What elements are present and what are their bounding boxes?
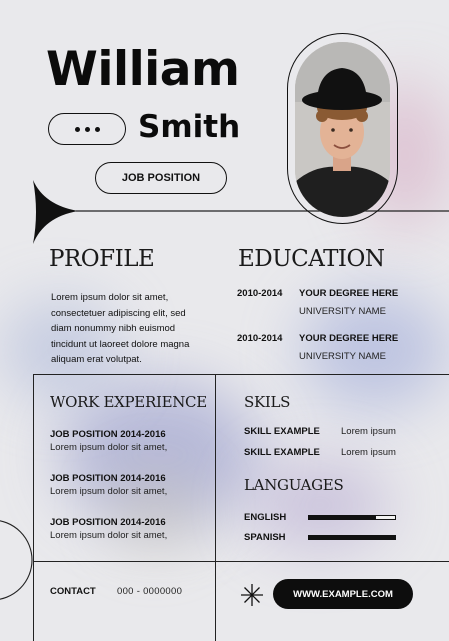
work-position: JOB POSITION 2014-2016 [50, 473, 166, 484]
skill-name: SKILL EXAMPLE [244, 447, 320, 458]
skills-heading: SKILS [244, 393, 291, 411]
work-text: Lorem ipsum dolor sit amet, [50, 486, 168, 497]
dot-icon [95, 127, 100, 132]
education-years: 2010-2014 [237, 333, 283, 344]
profile-heading: PROFILE [49, 246, 155, 272]
skill-name: SKILL EXAMPLE [244, 426, 320, 437]
education-heading: EDUCATION [238, 246, 385, 272]
language-level-bar [308, 515, 396, 520]
language-level-fill [309, 536, 395, 539]
language-level-bar [308, 535, 396, 540]
dot-icon [75, 127, 80, 132]
skill-value: Lorem ipsum [341, 447, 396, 458]
education-degree: YOUR DEGREE HERE [299, 333, 399, 344]
language-level-fill [309, 516, 376, 519]
profile-photo [295, 42, 390, 217]
arrow-shape-icon [33, 180, 78, 244]
work-text: Lorem ipsum dolor sit amet, [50, 530, 168, 541]
job-position-badge: JOB POSITION [95, 162, 227, 194]
first-name: William [46, 42, 240, 97]
language-name: SPANISH [244, 532, 286, 543]
education-school: UNIVERSITY NAME [299, 306, 386, 317]
contact-label: CONTACT [50, 586, 96, 597]
divider [33, 374, 34, 641]
divider [33, 374, 449, 375]
contact-phone: 000 - 0000000 [117, 586, 183, 597]
language-name: ENGLISH [244, 512, 287, 523]
education-years: 2010-2014 [237, 288, 283, 299]
website-link[interactable]: WWW.EXAMPLE.COM [273, 579, 413, 609]
education-school: UNIVERSITY NAME [299, 351, 386, 362]
circle-decoration [0, 520, 32, 600]
work-heading: WORK EXPERIENCE [50, 393, 207, 411]
divider [215, 374, 216, 641]
last-name: Smith [138, 109, 241, 145]
person-portrait-icon [295, 42, 390, 217]
work-position: JOB POSITION 2014-2016 [50, 517, 166, 528]
languages-heading: LANGUAGES [244, 476, 344, 494]
work-text: Lorem ipsum dolor sit amet, [50, 442, 168, 453]
profile-text: Lorem ipsum dolor sit amet, consectetuer adipiscing elit, sed diam nonummy nibh euismod tincidunt ut laoreet dolore magna aliquam erat volutpat. [51, 292, 190, 365]
asterisk-icon [241, 584, 263, 606]
divider [33, 561, 449, 562]
more-dots-pill [48, 113, 126, 145]
education-degree: YOUR DEGREE HERE [299, 288, 399, 299]
skill-value: Lorem ipsum [341, 426, 396, 437]
dot-icon [85, 127, 90, 132]
work-position: JOB POSITION 2014-2016 [50, 429, 166, 440]
